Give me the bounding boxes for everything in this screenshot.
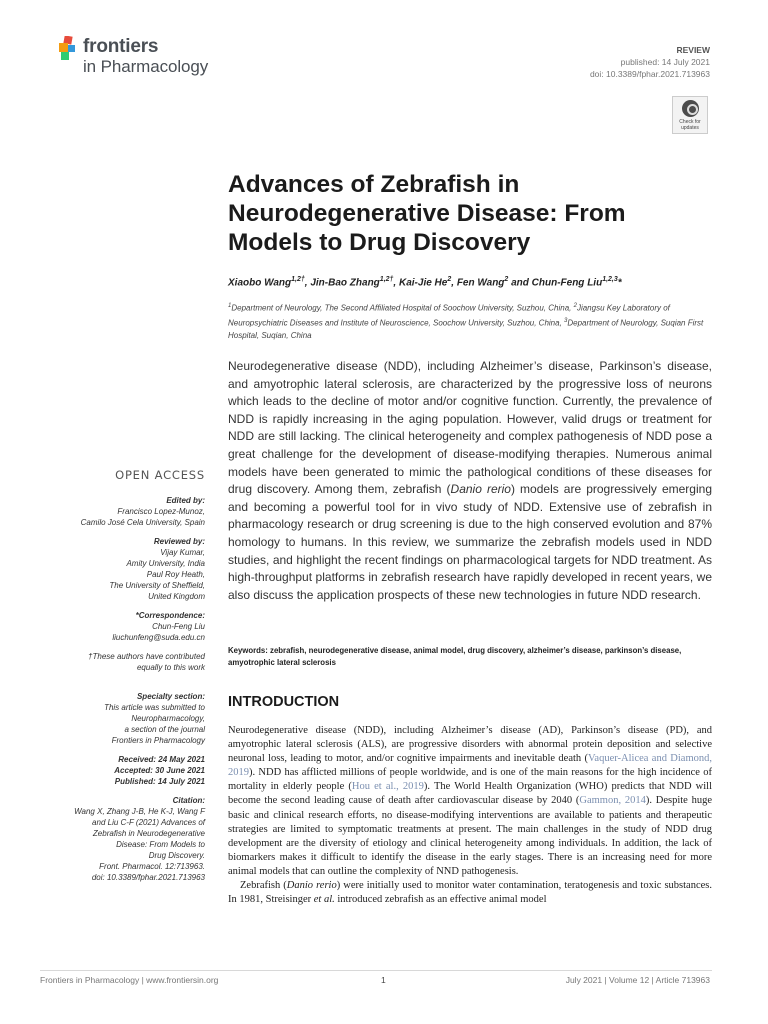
author-name[interactable]: Chun-Feng Liu [531,277,603,289]
keywords-label: Keywords: [228,646,268,655]
paragraph-text: introduced zebrafish as an effective animal model [334,894,547,906]
author-separator: , [451,277,457,289]
citation-text: Front. Pharmacol. 12:713963. [99,862,205,871]
check-for-updates-button[interactable] [672,96,708,134]
citation-text: Wang X, Zhang J-B, He K-J, Wang F [74,807,205,816]
open-access-label[interactable]: OPEN ACCESS [115,468,205,482]
article-type: REVIEW [676,45,710,55]
editor-affiliation: Camilo José Cela University, Spain [80,518,205,527]
paragraph-text: ). NDD has afflicted millions of people worldwide, and is one of the main reasons for the high incidence of mortality in elderly people ( [228,767,712,793]
specialty-section-label: Specialty section: [136,692,205,701]
footer-issue-info: July 2021 | Volume 12 | Article 713963 [565,975,710,985]
citation-label: Citation: [172,796,205,805]
article-title: Advances of Zebrafish in Neurodegenerative Disease: From Models to Drug Discovery [228,171,626,256]
citation-text: and Liu C-F (2021) Advances of [92,818,205,827]
citation-text: Drug Discovery. [148,851,205,860]
author-affil-sup: 2 [504,276,509,283]
citation-link[interactable]: Gammon, 2014 [579,795,646,807]
correspondence-name: Chun-Feng Liu [152,622,205,631]
author-separator: , [304,277,311,289]
accepted-date: Accepted: 30 June 2021 [114,766,205,775]
author-name[interactable]: Xiaobo Wang [228,277,292,289]
logo-brand-text: frontiers [83,36,159,57]
paragraph [228,879,712,907]
edited-by-label: Edited by: [166,496,205,505]
paragraph-text: Neurodegenerative disease (NDD), including Alzheimer’s disease (AD), Parkinson’s disease (PD), and amyotrophic lateral sclerosis (ALS), are progressive disorders with abnormal protein deposition and selective neuronal loss, leading to motor, and/or cognitive impairments and inevitable death ( [228,725,712,765]
author-affil-sup: 1,2† [291,276,305,283]
abstract-species: Danio rerio [450,482,511,497]
author-affil-sup: 1,2,3 [602,276,618,283]
paragraph-text: ). Despite huge basic and clinical research efforts, no disease-modifying interventions are available to patients and therapeutic strategies are limited to symptomatic treatments at present. The main challenges in the study of NDD drug development are the diversity of etiology and clinical heterogeneity among individuals. In addition, the lack of biomarkers makes it difficult to identify the disease in the early stages. There is an increasing need for more animal models that can outline the complexity of NND pathogenesis. [228,795,713,877]
footer-journal-link[interactable]: Frontiers in Pharmacology | www.frontiersin.org [40,975,219,985]
citation-text: Zebrafish in Neurodegenerative [92,829,205,838]
abstract-text-2: ) models are progressively emerging and becoming a powerful tool for in vivo study of NDD. Extensive use of zebrafish in pharmacology research or drug screening is due to the high conserved evolution and 87% homology to humans. In this review, we summarize the zebrafish models used in NDD studies, and highlight the recent findings on pharmacological targets for NDD treatment. As high-throughput platforms in zebrafish research have rapidly developed in recent years, we also discuss the application prospects of these new technologies in future NDD research. [228,482,712,602]
author-affil-sup: 1,2† [379,276,394,283]
affiliations: $^1$Department of Neurology, The Second Affiliated Hospital of Soochow University, Suzhou, China, $^2$Jiangsu Key Laboratory of Neuropsychiatric Diseases and Institute of Neuroscience, Soochow University, Suzhou, China, $^3$Department of Neurology, Suqian First Hospital, Suqian, China [228,303,704,341]
affiliation-2: Jiangsu Key Laboratory of Neuropsychiatric Diseases and Institute of Neuroscience, Soochow University, Suzhou, China, [228,303,670,328]
article-doi[interactable]: doi: 10.3389/fphar.2021.713963 [589,69,710,79]
author-list [228,276,708,288]
specialty-text: a section of the journal [124,725,205,734]
author-separator: , [393,277,399,289]
journal-logo[interactable] [58,34,228,80]
keywords-text: zebrafish, neurodegenerative disease, animal model, drug discovery, alzheimer’s disease, parkinson’s disease, amyotrophic lateral sclerosis [228,646,682,667]
paragraph-text: Zebrafish ( [240,880,287,892]
author-name[interactable]: Kai-Jie He [398,277,448,289]
keywords [228,645,712,669]
author-affil-sup: 2 [447,276,452,283]
author-separator: * [617,277,622,289]
page-number: 1 [381,975,386,985]
check-updates-label: Check for updates [679,119,701,131]
equal-contribution-note: †These authors have contributed [88,652,205,661]
article-info-sidebar [40,470,205,883]
check-updates-icon [682,100,699,117]
reviewer-affiliation: United Kingdom [148,592,205,601]
footer-divider [40,970,712,971]
editor-name: Francisco Lopez-Munoz, [117,507,205,516]
reviewer-name: Paul Roy Heath, [146,570,205,579]
specialty-text: Frontiers in Pharmacology [111,736,205,745]
published-date: published: 14 July 2021 [620,57,710,67]
author-name[interactable]: Jin-Bao Zhang [310,277,380,289]
citation-doi[interactable]: doi: 10.3389/fphar.2021.713963 [91,873,205,882]
paragraph-text: ) were initially used to monitor water contamination, teratogenesis and toxic substances. In 1981, Streisinger [228,880,712,906]
abstract-text-1: Neurodegenerative disease (NDD), including Alzheimer’s disease, Parkinson’s disease, and amyotrophic lateral sclerosis, are characterized by the progressive loss of neurons which leads to the decline of motor and/or cognitive function. Currently, the prevalence of NDD is rapidly increasing in the aging population. However, valid drugs or treatment for NDD are still lacking. The clinical heterogeneity and complex pathogenesis of NDD pose a great challenge for the development of disease-modifying therapies. Numerous animal models have been generated to mimic the pathological conditions of these diseases for drug discovery. Among them, zebrafish ( [228,359,712,497]
correspondence-label: *Correspondence: [135,611,205,620]
species-name: Danio rerio [286,880,337,892]
citation-text: Disease: From Models to [116,840,205,849]
correspondence-email[interactable]: liuchunfeng@suda.edu.cn [112,633,205,642]
reviewer-affiliation: Amity University, India [126,559,205,568]
paragraph [228,724,712,879]
affiliation-1: Department of Neurology, The Second Affiliated Hospital of Soochow University, Suzhou, China, [231,303,574,313]
reviewer-name: Vijay Kumar, [160,548,205,557]
frontiers-logo-icon [58,36,80,62]
paragraph-text: ). The World Health Organization (WHO) predicts that NDD will become the second leading cause of death after cardiovascular disease by 2040 ( [228,781,713,807]
citation-link[interactable]: Vaquer-Alicea and Diamond, 2019 [228,753,712,779]
author-separator: and [508,277,532,289]
logo-journal-text: in Pharmacology [83,57,209,76]
abstract [228,358,712,604]
et-al: et al. [313,894,335,906]
citation-link[interactable]: Hou et al., 2019 [351,781,424,793]
equal-contribution-note: equally to this work [136,663,205,672]
section-heading-introduction: INTRODUCTION [228,694,340,710]
specialty-text: Neuropharmacology, [131,714,205,723]
published-date-sidebar: Published: 14 July 2021 [114,777,205,786]
author-name[interactable]: Fen Wang [456,277,505,289]
affiliation-3: Department of Neurology, Suqian First Hospital, Suqian, China [228,318,704,341]
specialty-text: This article was submitted to [104,703,205,712]
received-date: Received: 24 May 2021 [118,755,205,764]
reviewer-affiliation: The University of Sheffield, [109,581,205,590]
reviewed-by-label: Reviewed by: [153,537,205,546]
article-meta [590,44,710,80]
introduction-body [228,724,712,907]
